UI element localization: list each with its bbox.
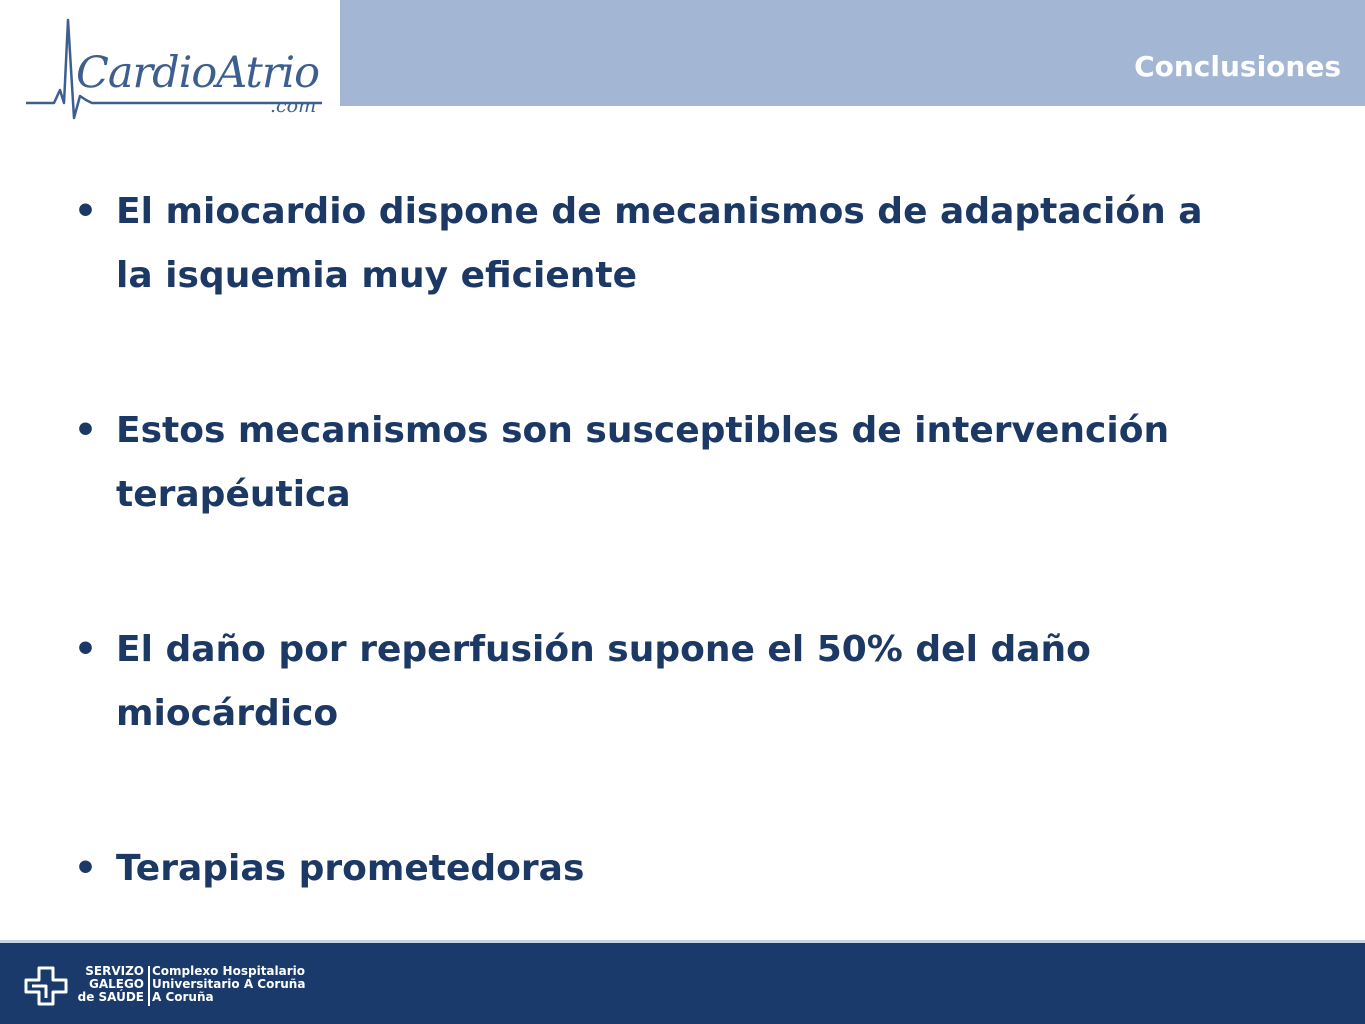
hospital-name-text [152,965,305,1004]
footer-separator [148,966,150,1006]
footer-divider [0,940,1365,943]
logo-wordmark: CardioAtrio [76,48,320,98]
cross-arrows-icon [24,966,68,1006]
hospital-line: Complexo Hospitalario [152,964,306,978]
bullet-line: la isquemia muy eficiente [116,255,638,296]
org-line: de SAÚDE [77,990,144,1004]
bullet-item [70,399,1310,527]
bullet-line: terapéutica [116,474,351,515]
hospital-line: Universitario A Coruña [152,977,306,991]
bullet-dot-icon: • [74,191,98,232]
bullet-item [70,618,1310,746]
bullet-line: El daño por reperfusión supone el 50% del daño [116,629,1091,670]
bullet-line: Estos mecanismos son susceptibles de intervención [116,410,1170,451]
org-line: GALEGO [88,977,144,991]
hospital-line: A Coruña [152,990,214,1004]
servizo-galego-text [72,965,144,1004]
logo-domain: .com [270,95,317,117]
bullet-dot-icon: • [74,629,98,670]
bullet-dot-icon: • [74,410,98,451]
bullet-line: Terapias prometedoras [116,848,585,889]
bullet-item [70,180,1310,308]
bullet-list [70,180,1310,901]
bullet-dot-icon: • [74,848,98,889]
slide-title: Conclusiones [1134,50,1341,83]
bullet-item [70,837,1310,901]
bullet-line: miocárdico [116,693,339,734]
cardioatrio-logo [0,0,340,125]
bullet-line: El miocardio dispone de mecanismos de adaptación a [116,191,1203,232]
org-line: SERVIZO [85,964,144,978]
